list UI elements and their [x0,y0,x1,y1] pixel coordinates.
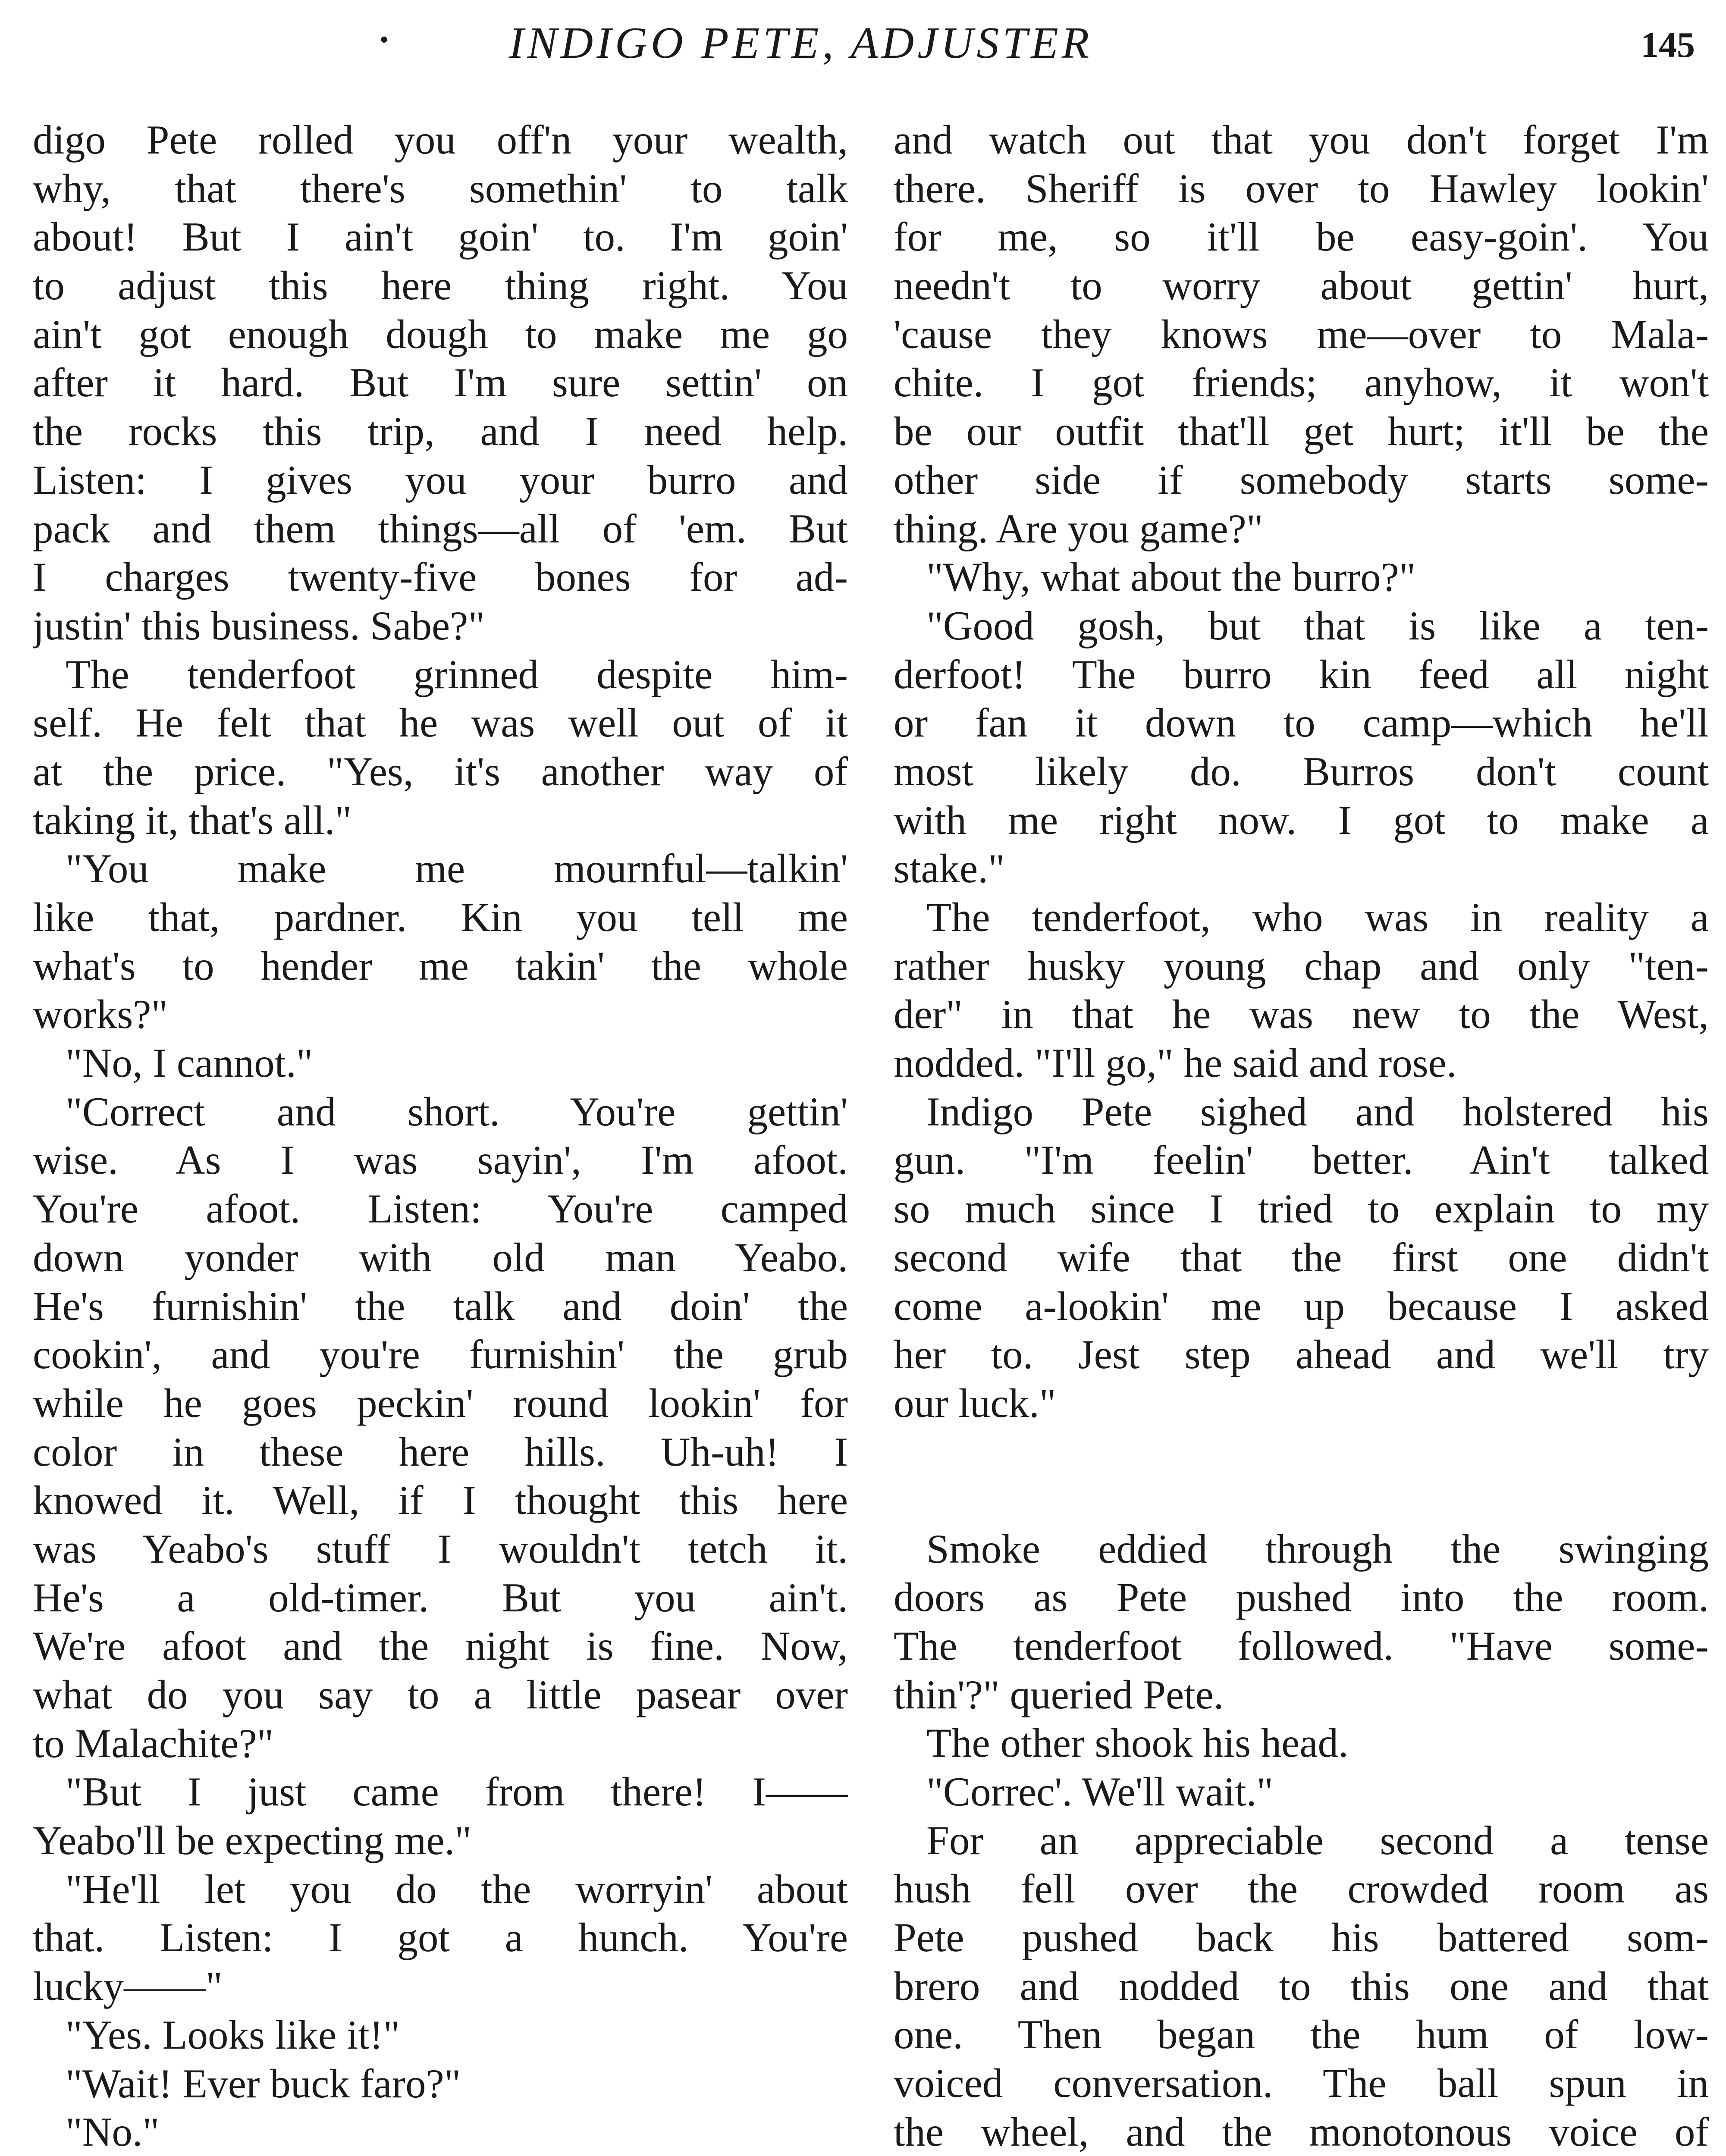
text-line: "You make me mournful—talkin' [66,846,848,892]
text-line: The tenderfoot, who was in reality a [926,894,1709,940]
text-line: ain't got enough dough to make me go [33,311,848,357]
text-line: "No, I cannot." [66,1040,313,1086]
text-line: thing. Are you game?" [894,505,1263,552]
text-line: "No." [66,2109,160,2155]
text-line: thin'?" queried Pete. [894,1671,1224,1717]
text-line: her to. Jest step ahead and we'll try [894,1332,1709,1378]
text-line: "Good gosh, but that is like a ten- [926,602,1709,649]
text-line: doors as Pete pushed into the room. [894,1574,1709,1620]
text-line: taking it, that's all." [33,797,352,843]
page-header [0,8,1726,72]
text-line: "He'll let you do the worryin' about [66,1866,848,1912]
text-line: one. Then began the hum of low- [894,2012,1709,2058]
text-line: rather husky young chap and only "ten- [894,943,1709,989]
text-line: digo Pete rolled you off'n your wealth, [33,117,848,163]
text-line: brero and nodded to this one and that [894,1963,1709,2009]
text-line: color in these here hills. Uh-uh! I [33,1429,848,1475]
text-line: needn't to worry about gettin' hurt, [894,263,1709,309]
print-mark: • [380,25,389,54]
text-line: there. Sheriff is over to Hawley lookin' [894,165,1709,211]
text-line: 'cause they knows me—over to Mala- [894,311,1709,357]
text-line: hush fell over the crowded room as [894,1866,1709,1912]
text-line: at the price. "Yes, it's another way of [33,748,848,794]
text-line: other side if somebody starts some- [894,457,1709,503]
text-line: lucky——" [33,1963,223,2009]
left-text-column [33,116,848,2156]
text-line: For an appreciable second a tense [926,1817,1709,1863]
text-line: that. Listen: I got a hunch. You're [33,1915,848,1961]
text-line: be our outfit that'll get hurt; it'll be the [894,408,1709,454]
text-line: come a-lookin' me up because I asked [894,1283,1709,1329]
text-line: gun. "I'm feelin' better. Ain't talked [894,1137,1709,1183]
text-line: "Yes. Looks like it!" [66,2012,400,2058]
text-line: The tenderfoot followed. "Have some- [894,1623,1709,1669]
text-line: I charges twenty-five bones for ad- [33,554,848,600]
text-line: the wheel, and the monotonous voice of [894,2109,1709,2155]
text-line: the rocks this trip, and I need help. [33,408,848,454]
text-line: He's a old-timer. But you ain't. [33,1574,848,1620]
text-line: to adjust this here thing right. You [33,263,848,309]
text-line: derfoot! The burro kin feed all night [894,651,1709,697]
text-line: pack and them things—all of 'em. But [33,505,848,552]
right-text-column [894,116,1709,2156]
text-line: "But I just came from there! I—— [66,1769,848,1815]
text-line: "Wait! Ever buck faro?" [66,2060,461,2106]
text-line: about! But I ain't goin' to. I'm goin' [33,214,848,260]
text-line: justin' this business. Sabe?" [33,602,485,649]
text-line: chite. I got friends; anyhow, it won't [894,360,1709,406]
text-line: He's furnishin' the talk and doin' the [33,1283,848,1329]
text-line: Yeabo'll be expecting me." [33,1818,472,1864]
text-line: was Yeabo's stuff I wouldn't tetch it. [33,1526,848,1572]
text-line: cookin', and you're furnishin' the grub [33,1332,848,1378]
text-line: for me, so it'll be easy-goin'. You [894,214,1709,260]
text-line: Pete pushed back his battered som- [894,1915,1709,1961]
text-line: The other shook his head. [926,1720,1349,1766]
text-line: with me right now. I got to make a [894,797,1709,843]
text-line: voiced conversation. The ball spun in [894,2060,1709,2106]
text-line: The tenderfoot grinned despite him- [66,651,848,697]
text-line: second wife that the first one didn't [894,1234,1709,1280]
text-line: most likely do. Burros don't count [894,748,1709,794]
text-line: works?" [33,991,168,1037]
text-line: while he goes peckin' round lookin' for [33,1380,848,1426]
text-line: stake." [894,846,1005,892]
text-line: our luck." [894,1380,1056,1426]
text-line: Listen: I gives you your burro and [33,457,848,503]
text-line: wise. As I was sayin', I'm afoot. [33,1137,848,1183]
text-line: "Correc'. We'll wait." [926,1769,1274,1814]
text-line: Smoke eddied through the swinging [926,1526,1709,1572]
text-line: der" in that he was new to the West, [894,991,1709,1037]
text-line: You're afoot. Listen: You're camped [33,1186,848,1232]
text-line: and watch out that you don't forget I'm [894,117,1709,163]
text-line: "Correct and short. You're gettin' [66,1088,848,1134]
text-line: or fan it down to camp—which he'll [894,700,1709,746]
text-line: "Why, what about the burro?" [926,554,1416,600]
text-line: what's to hender me takin' the whole [33,943,848,989]
text-line: nodded. "I'll go," he said and rose. [894,1040,1457,1086]
text-line: knowed it. Well, if I thought this here [33,1477,848,1523]
text-line: why, that there's somethin' to talk [33,165,848,211]
text-line: to Malachite?" [33,1720,274,1766]
text-line: self. He felt that he was well out of it [33,700,848,746]
text-line: We're afoot and the night is fine. Now, [33,1623,848,1669]
text-line: down yonder with old man Yeabo. [33,1234,848,1280]
text-line: what do you say to a little pasear over [33,1672,848,1717]
page-number: 145 [1641,25,1695,65]
text-line: like that, pardner. Kin you tell me [33,894,848,940]
text-line: Indigo Pete sighed and holstered his [926,1088,1709,1134]
text-line: after it hard. But I'm sure settin' on [33,360,848,406]
text-line: so much since I tried to explain to my [894,1186,1709,1232]
section-break [894,1428,1709,1525]
running-head: INDIGO PETE, ADJUSTER [509,18,1093,68]
